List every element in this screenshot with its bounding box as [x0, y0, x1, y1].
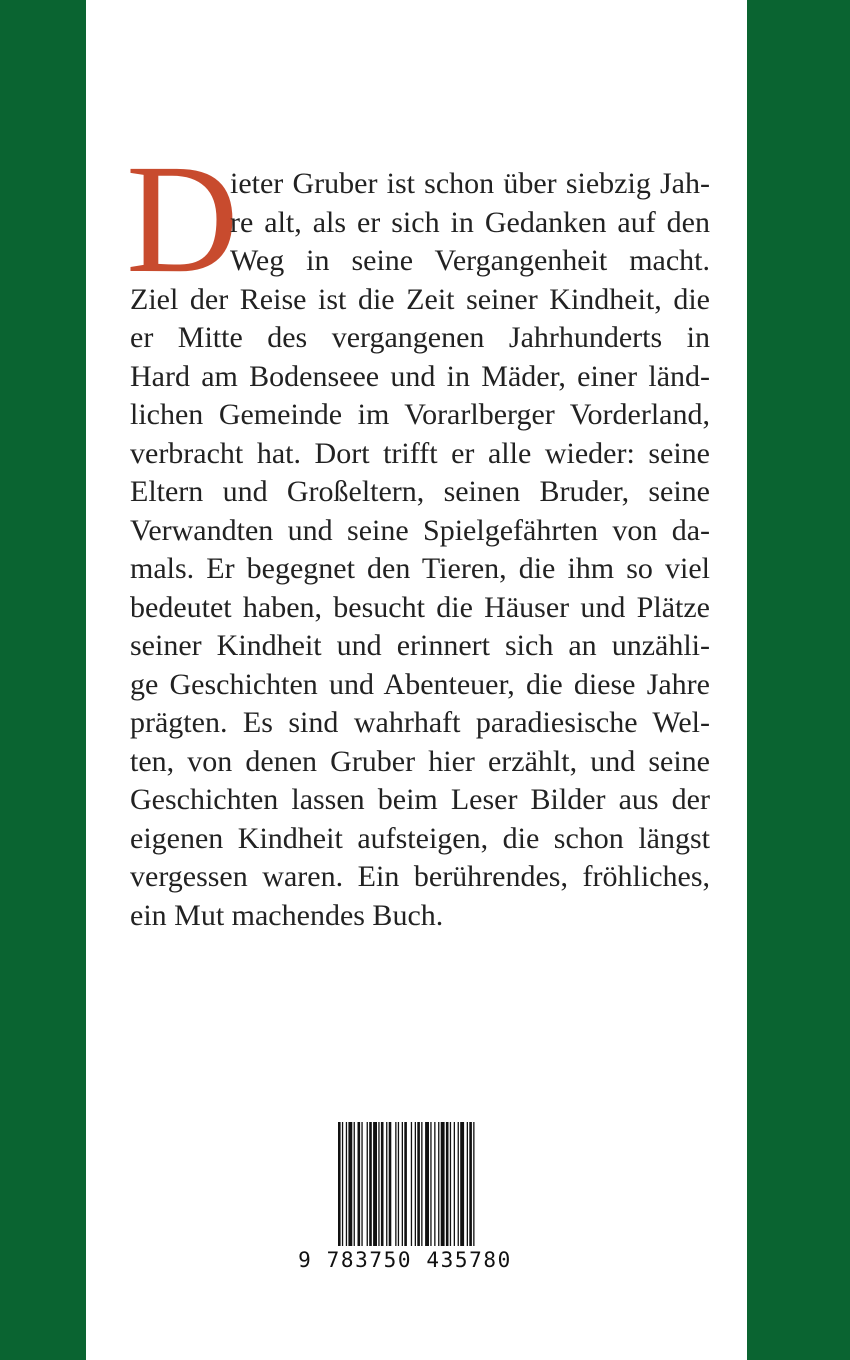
blurb-text: [130, 165, 710, 935]
barcode-bar: [469, 1122, 472, 1246]
barcode-bar: [354, 1122, 355, 1246]
barcode-bar: [346, 1122, 347, 1246]
blurb-line: ten, von denen Gruber hier erzählt, und seine: [130, 744, 710, 778]
barcode-bar: [454, 1122, 455, 1246]
barcode-bar: [446, 1122, 449, 1246]
back-cover-page: [86, 0, 747, 1360]
blurb-line: ge Geschichten und Abenteuer, die diese Jahre: [130, 667, 710, 701]
barcode-bar: [415, 1122, 416, 1246]
barcode-bar: [361, 1122, 362, 1246]
barcode-bar: [367, 1122, 368, 1246]
isbn-barcode: [334, 1122, 506, 1254]
barcode-bar: [402, 1122, 403, 1246]
barcode-bar: [421, 1122, 422, 1246]
blurb-line: seiner Kindheit und erinnert sich an unzähli-: [130, 629, 710, 662]
barcode-bar: [404, 1122, 407, 1246]
barcode-bar: [450, 1122, 451, 1246]
barcode-bar: [369, 1122, 372, 1246]
barcode-bar: [342, 1122, 343, 1246]
barcode-bar: [381, 1122, 384, 1246]
blurb-line: bedeutet haben, besucht die Häuser und Plätze: [130, 590, 710, 624]
blurb-line: lichen Gemeinde im Vorarlberger Vorderland,: [130, 398, 710, 431]
blurb-line: Ziel der Reise ist die Zeit seiner Kindheit, die: [130, 282, 710, 316]
barcode-bar: [430, 1122, 431, 1246]
barcode-bar: [417, 1122, 420, 1246]
blurb-line: Verwandten und seine Spielgefährten von da-: [130, 513, 710, 547]
blurb-line: Weg in seine Vergangenheit macht.: [230, 244, 710, 277]
barcode-bar: [389, 1122, 392, 1246]
barcode-bar: [378, 1122, 379, 1246]
blurb-line: Eltern und Großeltern, seinen Bruder, seine: [130, 475, 710, 508]
barcode-bar: [386, 1122, 387, 1246]
barcode-bar: [473, 1122, 474, 1246]
blurb-line: verbracht hat. Dort trifft er alle wieder: seine: [130, 436, 710, 470]
drop-cap: D: [126, 132, 239, 305]
barcode-bar: [425, 1122, 429, 1246]
blurb-line: prägten. Es sind wahrhaft paradiesische Wel-: [130, 706, 710, 739]
blurb-line: ieter Gruber ist schon über siebzig Jah-: [230, 167, 710, 200]
blurb-line: eigenen Kindheit aufsteigen, die schon längst: [130, 821, 710, 855]
blurb-line: mals. Er begegnet den Tieren, die ihm so viel: [130, 552, 710, 585]
blurb-line: er Mitte des vergangenen Jahrhunderts in: [130, 321, 710, 354]
barcode-bar: [441, 1122, 445, 1246]
barcode-bar: [411, 1122, 412, 1246]
blurb-line: vergessen waren. Ein berührendes, fröhliches,: [130, 860, 710, 893]
barcode-bar: [467, 1122, 468, 1246]
isbn-number: 9 783750 435780: [298, 1248, 512, 1272]
barcode-bar: [373, 1122, 377, 1246]
barcode-bar: [398, 1122, 399, 1246]
blurb-line: Hard am Bodenseee und in Mäder, einer länd-: [130, 359, 710, 393]
barcode-bar: [434, 1122, 435, 1246]
barcode-bar: [395, 1122, 396, 1246]
blurb-line: re alt, als er sich in Gedanken auf den: [230, 205, 710, 239]
barcode-bar: [458, 1122, 459, 1246]
blurb-line: Geschichten lassen beim Leser Bilder aus der: [130, 783, 710, 816]
barcode-bar: [438, 1122, 439, 1246]
blurb-line: ein Mut machendes Buch.: [130, 898, 444, 932]
barcode-bar: [348, 1122, 352, 1246]
barcode-bars-icon: [334, 1122, 506, 1254]
barcode-bar: [358, 1122, 361, 1246]
barcode-bar: [460, 1122, 464, 1246]
barcode-bar: [338, 1122, 341, 1246]
